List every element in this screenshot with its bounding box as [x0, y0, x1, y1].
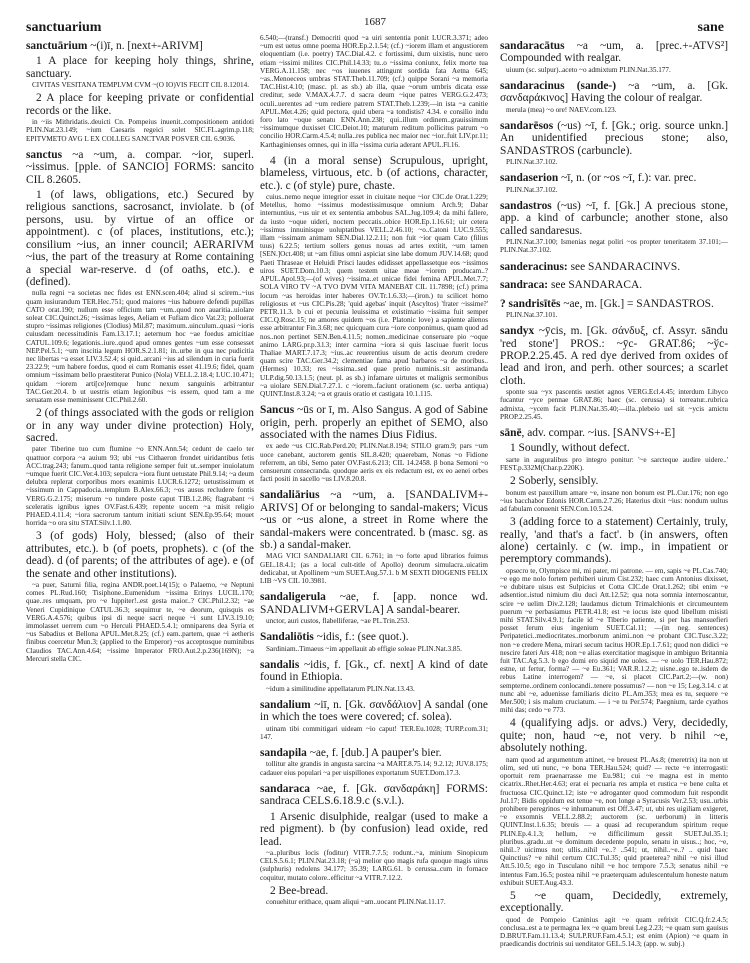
citation: uiuum (sc. sulpur)..aceto ~o admixtum PLIN.Nat.35.177. [506, 65, 671, 74]
entry-sandaracinus [500, 80, 728, 114]
entry-sandaliarius [260, 489, 488, 585]
grammar: ~ae, m. [Gk.] = SANDASTROS. [563, 297, 714, 310]
headword: sanctuārium [26, 40, 88, 52]
citation: ex aede ~us CIC.Rab.Perd.20; PLIN.Nat.8.194; STILO gram.9; pars ~um uoce canebant, auctorem gentis SIL.8.420; quaerebam, Nonas ~o Fidione referrem, an tibi, Semo pater OV.Fast.6.213; CIL 14.2458. β bona Semoni ~o censuerunt consecranda. quodque aeris ex eis redactum est, ex eo aenei orbes facti positi in sacello ~us LIV.8.20.8. [260, 442, 488, 484]
grammar: ~iī, n. [Gk. σανδάλιον] A sandal (one in which the toes were covered; cf. solea). [260, 698, 488, 724]
entry-sanctus-sense-4 [260, 155, 488, 398]
entry-sandaresos [500, 120, 728, 166]
citation: merula (mea) ~o ore! NAEV.com.123. [506, 105, 617, 114]
citation: nulla regni ~a societas nec fides est ENN.scen.404; aliud si scirem..~ius quam iusiurandum TER.Hec.751; quod maiores ~ius habuere defendi pupillas CATO orat.190; nullum esse officium tam ~um..quod non auaritia..uiolare soleat CIC.Quinct.26; ~issimas leges, Aeliam et Fufiam dico Vat.23; polluerat stupro ~issimas religiones (Clodius) Mil.87; maximum..uinculum..quasi ~ioris cuiusdam necessitudinis Fam.13.17.1; aeternum hoc ~ae foedus amicitiae CATUL.109.6; legationis..iure..quod apud omnes gentes ~um esse consesset NEP.Pel.5.1; ~um inscitia legum HOR.S.2.1.81; in..urbe in qua nec pudicitia nec libertas ~a esset LIV.3.52.4; si quid..arcani ~ius ad silendum in curia fuerit 23.22.9; ~um habere foedus, quod ei cum Romanis esset 41.19.6; fidei, quam omnium ~issimam bello praestiterat Punico (Nola) VELL.2.18.4; LUC.10.471; quidam ~iorem arti[ce]remque hunc nexum sanguinis arbitrantur TAC.Ger.20.4. b ut uestris etiam legionibus ~is essem, quod tam a me seruatam esse meminissent CIC.Phil.2.60. [26, 289, 254, 404]
entry-sandaracatus [500, 40, 728, 74]
grammar: ~idis, f.: (see quot.). [316, 631, 409, 644]
grammar: adv. compar. ~ius. [SANVS+-E] [527, 426, 676, 439]
headword: sandaracinus (sande-) [500, 80, 616, 93]
grammar: ~ī, n. (or ~os ~ī, f.): var. prec. [561, 172, 697, 185]
citation: conuehitur erithace, quam aliqui ~am..uocant PLIN.Nat.11.17. [266, 898, 446, 907]
sense-definition: 1 Arsenic disulphide, realgar (used to make a red pigment). b (by confusion) lead oxide, red lead. [260, 810, 488, 848]
grammar: ~a ~um, a. compar. ~ior, superl. ~issimus. [pple. of SANCIO] FORMS: sancito CIL 8.2605. [26, 148, 254, 186]
headword: sandyx [500, 325, 535, 338]
sense-definition: 2 A place for keeping private or confidential records or the like. [26, 92, 254, 117]
citation: ~idum a similitudine appellatarum PLIN.Nat.13.43. [266, 684, 415, 693]
headword: sānē [500, 426, 522, 439]
sense-definition: 5 ~e quam, Decidedly, extremely, exceptionally. [500, 889, 728, 915]
citation: 6.540;—(transf.) Democriti quod ~a uiri sententia ponit LUCR.3.371; adeo ~um est uetus omne poema HOR.Ep.2.1.54; (cf.) ~iorem illam et angustiorem eloquentiam (i.e. poetry) TAC.Dial.4.2. c fortissimi, dum uixistis, nunc uero etiam ~issimi milites CIC.Phil.14.33; tu..o ~issima coniunx, felix morte tua VERG.A.11.158; nec ~os iuuenes attingunt sordida fata Aetna 645; ~as..Menoeceos umbras STAT.Theb.11.709; (cf.) quippe Sorani ~a memoria TAC.Hist.4.10; (masc. pl. as sb.) ab illa, quae ~orum umbris dicata esse creditur, sede V.MAX.4.7.7. d sacra deum ~ique patres VERG.G.2.473; oculi..uerentes ad ~um rediere patrem STAT.Theb.1.239;—in ista ~a canitie APUL.Met.4.26; quid pectora, quid ubera ~a tondistis? 4.34. e consilio indu foro lato ~oque senatu ENN.Ann.238; qui..illum ordinem..grauissimum ~issimumque duxisset CIC.Deiot.10; maturum reditum pollicitus patrum ~o concilio HOR.Carm.4.5.4; nulla..res publica nec maior nec ~ior..fuit LIV.pr.11; Karthaginienses omnes, qui in illa ~issima curia aderant APUL.Fl.16. [260, 34, 488, 149]
headword: sandaserion [500, 172, 559, 185]
entry-sandaserion [500, 172, 728, 194]
headword: sandapila [260, 747, 307, 760]
citation: sarte in auguralibus pro integro ponitur: '~e sarcteque audire uidere..' FEST.p.332M(Char.p.220K). [500, 455, 728, 472]
running-head-right: sane [697, 20, 724, 35]
sense-definition: 3 (of gods) Holy, blessed; (also of their attributes, etc.). b (of poets, prophets). c (of the dead). d (of parents; of the attributes of age). e (of the senate and other institutions). [26, 530, 254, 580]
grammar: ~idis, f. [Gk., cf. next] A kind of date found in Ethiopia. [260, 658, 488, 684]
headword: sanderacinus: [500, 260, 568, 273]
citation: quod de Pompeio Caninius agit ~e quam refrixit CIC.Q.fr.2.4.5; conclusa..est a te permagna lex ~e quam breui Leg.2.23; ~e quam sum gauisus D.BRUT.Fam.11.13.4; SULP.RUF.Fam.4.5.1; est enim (Apion) ~e quam in praedicandis doctrinis sui uenditator GEL.5.14.3; (app. w. subj.) [500, 915, 728, 949]
citation: PLIN.Nat.37.100; Ismenias negat poliri ~os propter teneritatem 37.101;—PLIN.Nat.37.102. [500, 238, 728, 255]
entry-sandaliotis [260, 631, 488, 653]
sense-definition: 1 A place for keeping holy things, shrine, sanctuary. [26, 55, 254, 80]
citation: in ~iis Mithridatis..deuicti Cn. Pompeius inuenit..compositionem antidoti PLIN.Nat.23.149; ~ium Caesaris regeici solet SIC.FL.agrim.p.118; EPITVMETO AVG L EX COLLEG SANCTVAR POSVER CIL 6.9036. [26, 118, 254, 143]
entry-sandastros [500, 200, 728, 255]
headword: sandastros [500, 200, 552, 213]
running-head-left: sanctuarium [26, 20, 102, 35]
column-1 [26, 40, 254, 669]
citation: PLIN.Nat.37.101. [506, 310, 558, 319]
grammar: ~ūs or ī, m. Also Sangus. A god of Sabine origin, perh. properly an epithet of SEMO, also associated with the names Dius Fidius. [260, 404, 488, 441]
entry-sandalis [260, 659, 488, 693]
citation: unctor, auri custos, flabelliferae, ~ae PL.Trin.253. [266, 617, 410, 626]
grammar: ~ae, f. [dub.] A pauper's bier. [309, 747, 442, 760]
entry-sanctus-continued [260, 34, 488, 149]
grammar: (~us) ~ī, f. [Gk.] A precious stone, app. a kind of carbuncle; another stone, also called sandaresus. [500, 200, 728, 237]
cross-reference: see SANDARACINVS. [570, 260, 681, 273]
sense-definition: 4 (in a moral sense) Scrupulous, upright, blameless, virtuous, etc. b (of actions, character, etc.). c (of style) pure, chaste. [260, 154, 488, 192]
grammar: ~a ~um, a. [SANDALIVM+-ARIVS] Of or belonging to sandal-makers; Vicus ~us or ~us alone, a street in Rome where the sandal-makers were concentrated. b (masc. sg. as sb.) a sandal-maker. [260, 489, 488, 551]
entry-sandraca [500, 279, 728, 291]
sense-definition: 2 (of things associated with the gods or religion or in any way under divine protection) Holy, sacred. [26, 407, 254, 444]
headword: sandarēsos [500, 120, 554, 133]
headword: sanctus [26, 148, 63, 161]
citation: pater Tiberine tuo cum flumine ~o ENN.Ann.54; cedunt de caelo ter quattuor corpora ~a auium 93; ubi ~us Cithaeron frondet uiridantibus fetis ACC.trag.243; fanum..quod tanta religione semper fuit ut..semper inuiolatum ~umque fuerit CIC.Ver.4.103; sepulcra ~iora fiunt uetustate Phil.9.14; ~a deum delubra replerat corporibus mors exanimis LUCR.6.1272; uetustissimum et ~issimum in Cappadocia..templum B.Alex.66.3; ~os ausus recludere fontis VERG.G.2.175; miserum ~o tundere poste caput TIB.1.2.86; flagrabant ~i sceleratis ignibus ignes OV.Fast.6.439; repente uocem ~a misit religio PHAED.4.11.4; ~iora sacrorum tantum initiati sciunt SEN.Ep.95.64; mouet horrida ~o ora situ STAT.Silv.1.1.80. [26, 445, 254, 528]
citation: CIVITAS VESITANA TEMPLVM CVM ~(O IO)VIS FECIT CIL 8.12014. [32, 81, 250, 90]
grammar: ~ȳcis, m. [Gk. σάνδυξ, cf. Assyr. sāndu 'red stone'] PROS.: ~ȳc- GRAT.86; ~ўc- PROP.2.25.45. A red dye derived from oxides of lead and iron, and perh. other sources; a scarlet cloth. [500, 325, 728, 387]
headword: sandaliārius [260, 489, 320, 502]
citation: cuius..nemo neque integrior esset in ciuitate neque ~ior CIC.de Orat.1.229; Metellus, homo ~issimus modestissimusque omnium Arch.9; Dabar internuntius, ~us uir et ex sententia ambobus SAL.Jug.109.4; da mihi fallere, da iusto ~oque uideri, noctem peccatis..obice HOR.Ep.1.16.61; uir cetera ~issimus innuinisque uoluptatibus VELL.2.46.10; ~o..Catoni LUC.9.555; illam ~issimam animam SEN.Dial.12.2.11; non fuit ~ior quam Cato (filius tuus) 6.22.5; tertium sollers genus nouas ad artes extitit, ~um tamen [SEN.]Oct.408; ut ~am filius omni aspiciat sine labe domum JUV.14.68; quod Paeti Thraseae et Heluidi Prisci laudes edidisset appellassetque eos ~issimos uiros SUET.Dom.10.3; quem testem uitae meae ~iorem producam..? APUL.Apol.93;—(of wives) ~issima..et unicae fidei femina APUL.Met.7.7; SOLA VIRO TV ~A TVO DVM VITA MANEBAT CIL 11.7898; (cf.) prima locum ~as heroidas inter haberes OV.Tr.1.6.33;—(iron.) tu scilicet homo religiosus et ~us CIC.Pis.28; 'quid agebas' inquit (Ascyltos) 'frater ~issime?' PETR.11.3. b cui et pecunia leuissima et existimatio ~issima fuit semper CIC.Q.Rosc.15; ne amores quidem ~os (i.e. Platonic love) a sapiente alienos esse arbitrantur Fin.3.68; nec quicquam cura ~iore conponimus, quam quod ad nos..non pertinet SEN.Ben.4.11.5; nomen..medicinae conseruare pio ~oque animo LARG.pr.p.3.l.3; inter carmina ~iora si quis lasciuae fuerit locus Thaliae MART.7.17.3; ~ius..ac reuerentius uisum de actis deorum credere quam scire TAC.Ger.34.2; clementiae fama apud barbaros ~a de moribus..(Hermes) 10.33; res ~issima..sed quae pretio numinis..sit aestimanda ULP.dig.50.13.1.5; (neut. pl. as sb.) infamare uirtutes et malignis sermonibus ~a uiolare SEN.Dial.7.27.1. c ~iorem..faciunt orationem (sc. uerba antiqua) QUINT.Inst.8.3.24; ~a et grauis oratio et castigata 10.1.115. [260, 193, 488, 398]
grammar: ~a ~um, a. [Gk. σανδαράκινος] Having the colour of realgar. [500, 80, 728, 105]
headword: sandalium [260, 698, 311, 711]
citation: utinam tibi commitigari uideam ~io caput! TER.Eu.1028; TURP.com.31; 147. [260, 724, 488, 741]
entry-sane: sānē, adv. compar. ~ius. [SANVS+-E] 1 Soundly, without defect. sarte in auguralibus pro integro ponitur: '~e sarcteque audire uidere..' FEST.p.332M(Char.p.220K). 2 Soberly, sensibly. bonum est pauxillum amare ~e, insane non bonum est PL.Cur.176; non ego ~ius bacchabor Edonis HOR.Carm.2.7.26; Haterius dixit ~ius: nondum uultus ad fabulam conuenit SEN.Con.10.5.24. 3 (adding force to a statement) Certainly, truly, really, 'and that's a fact'. b (in answers, often alone) certainly. c (w. imp., in impatient or peremptory commands). opsecro te, Olympisce mi, mi pater, mi patrone. — em, sapis ~e PL.Cas.740; ~e ego me nolo fortem perhiberi uirum Cist.232; haec cum Antonius dixisset, ~e dubitare uisus est Sulpicius et Cotta CIC.de Orat.1.262; tibi enim ~e adsentior..istud nimium diu duci Att.12.52; qua nota somnia internoscantur, scire ~e uelim Div.2.128; laudamus dictum Trimalchionis et circumeuntem puerum ~e perbasiamus PETR.41.8; est ~e iocus iste quod libellum misisti mihi STAT.Silv.4.9.1; facile id ~e Tiberio patiente, si per has mansuefieri posset ferum eius ingenium SUET.Cal.11; —(in neg. sentences) Peripatetici..mediocritates..morborum animi..non ~e probant CIC.Tusc.3.22; non ~e credere Mena, mirari secum tacitus HOR.Ep.1.7.61; quod non didici ~e nescire fateri Ars 418; non ~e alias exercitatior magisque in ambiguo Britannia fuit TAC.Ag.5.3. b ego domi ero siquid me uoles. — ~e uolo TER.Hau.872; estne, ut fertur, forma? — ~e Eu.361; VAR.R.1.2.2; uisne..ego te..isdem de rebus Latine interrogem? — ~e, si placet CIC.Part.2;—(w. non) sempterne..ordinem conlocandi..tenere possumus? — non ~e 15; Leg.3.14. c at nunc abi ~e, aduenisse familiaris dicito PL.Am.353; mea es tu, sequere ~e Mer.500; i sis malum cruciatum. — i ~e tu Per.574; Paegnium, tarde cyathos mihi das; cedo ~e 773. 4 (qualifying adjs. or advs.) Very, decidedly, quite; non, haud ~e, not very. b nihil ~e, absolutely nothing. nam quod ad argumentum attinet, ~e breuest PL.As.8; (meretrix) ita non ut olim, sed uti nunc, ~e bona TER.Hau.524; quid? — recte ~e interrogasti: oportuit rem praenarrasse me Eu.981; cui ~e magna est in mento cicatrix..Rhet.Her.4.63; erat ei pecuaria res ampla et rustica ~e bene culta et fructuosa CIC.Quinct.12; iste ~e adroganter quod commodum fuit respondit Jul.17; Bidis oppidum est tenue ~e, non longe a Syracusis Ver.2.53; usu..urbis prohibere peregrinos ~e inhumanum est Off.3.47; ut, ubi res uigiliam exigeret, ~e exsomnis VELL.2.88.2; auctorem (sc. uerborum) in litteris QUINT.Inst.1.6.35; breuis — a quasi ad recuperandum spiritum reque PLIN.Ep.4.1.3; hellum, ~e difficilimum gessit SUET.Jul.35.1; pluribus..gradu..ut ~e dominum decedente populo, senatu in uisus..; hoc, ~e, nihil..? uicimus not; ullis..nihil ~e..? ..541; ut, nihil..~e..? .. quid haec Quinctius? ~e nihil certum CIC.Tul.35; quid praeterea? nihil ~e nisi illud Att.5.10.5; ego in Tusculano nihil ~e hoc tempore 7.5.3; senatus nihil ~e intentus Fam.16.5; postea nihil ~e praeterquam adulescentulum honeste natum exhibuit SUET.Aug.43.3. 5 ~e quam, Decidedly, extremely, exceptionally. quod de Pompeio Caninius agit ~e quam refrixit CIC.Q.fr.2.4.5; conclusa..est a te permagna lex ~e quam breui Leg.2.23; ~e quam sum gauisus D.BRUT.Fam.11.13.4; SULP.RUF.Fam.4.5.1; est enim (Apion) ~e quam in praedicandis doctrinis sui uenditator GEL.5.14.3; (app. w. subj.) [500, 426, 728, 949]
grammar: ~ae, f. [Gk. σανδαράκη] FORMS: sandraca CELS.6.18.9.c (s.v.l.). [260, 782, 488, 808]
citation: nam quod ad argumentum attinet, ~e breuest PL.As.8; (meretrix) ita non ut olim, sed uti nunc, ~e bona TER.Hau.524; quid? — recte ~e interrogasti: oportuit rem praenarrasse me Eu.981; cui ~e magna est in mento cicatrix..Rhet.Her.4.63; erat ei pecuaria res ampla et rustica ~e bene culta et fructuosa CIC.Quinct.12; iste ~e adroganter quod commodum fuit respondit Jul.17; Bidis oppidum est tenue ~e, non longe a Syracusis Ver.2.53; usu..urbis prohibere peregrinos ~e inhumanum est Off.3.47; ut, ubi res uigiliam exigeret, ~e exsomnis VELL.2.88.2; auctorem (sc. uerborum) in litteris QUINT.Inst.1.6.35; breuis — a quasi ad recuperandum spiritum reque PLIN.Ep.4.1.3; hellum, ~e difficilimum gessit SUET.Jul.35.1; pluribus..gradu..ut ~e dominum decedente populo, senatu in uisus..; hoc, ~e, nihil..? uicimus not; ullis..nihil ~e..? ..541; ut, nihil..~e..? .. quid haec Quinctius? ~e nihil certum CIC.Tul.35; quid praeterea? nihil ~e nisi illud Att.5.10.5; ego in Tusculano nihil ~e hoc tempore 7.5.3; senatus nihil ~e intentus Fam.16.5; postea nihil ~e praeterquam adulescentulum honeste natum exhibuit SUET.Aug.43.3. [500, 755, 728, 887]
headword: sandalis [260, 658, 300, 671]
citation: PLIN.Nat.37.102. [506, 185, 558, 194]
sense-definition: 3 (adding force to a statement) Certainly, truly, really, 'and that's a fact'. b (in answers, often alone) certainly. c (w. imp., in impatient or peremptory commands). [500, 516, 728, 566]
citation: tollitur alte grandis in angusta sarcina ~a MART.8.75.14; 9.2.12; JUV.8.175; cadauer eius populari ~a per uispillones exportatum SUET.Dom.17.3. [260, 760, 488, 777]
entry-sancus [260, 404, 488, 483]
entry-sanderacinus [500, 261, 728, 273]
sense-definition: 1 Soundly, without defect. [510, 442, 630, 455]
entry-sandapila [260, 747, 488, 777]
page-number: 1687 [364, 16, 386, 28]
sense-definition: 2 Soberly, sensibly. [510, 475, 599, 488]
entry-sandaraca [260, 783, 488, 906]
column-3 [500, 40, 728, 955]
entry-sanctuarium [26, 40, 254, 143]
sense-definition: 4 (qualifying adjs. or advs.) Very, decidedly, quite; non, haud ~e, not very. b nihil ~e, absolutely nothing. [500, 717, 728, 755]
headword: ? sandrisītēs [500, 297, 561, 310]
grammar: ~a ~um, a. [prec.+-ATVS²] Compounded with realgar. [500, 40, 728, 65]
headword: sandaligerula [260, 591, 326, 604]
cross-reference: see SANDARACA. [550, 279, 643, 292]
entry-sandrisites [500, 298, 728, 320]
citation: bonum est pauxillum amare ~e, insane non bonum est PL.Cur.176; non ego ~ius bacchabor Edonis HOR.Carm.2.7.26; Haterius dixit ~ius: nondum uultus ad fabulam conuenit SEN.Con.10.5.24. [500, 488, 728, 513]
sense-definition: 2 Bee-bread. [270, 884, 329, 897]
headword: sandraca: [500, 279, 549, 292]
entry-sanctus [26, 149, 254, 663]
column-2 [260, 34, 488, 912]
grammar: ~(i)ī, n. [next+-ARIVM] [90, 40, 203, 52]
citation: sponte sua ~yx pascentis uestiet agnos VERG.Ecl.4.45; interdum Libyco fucantur ~yce pennae GRAT.86; haec (sc. cerussa) si torreatur..rubrica admixta, ~ycem facit PLIN.Nat.35.40;—illa..plebeio uel sit ~ycis amictu PROP.2.25.45. [500, 388, 728, 421]
citation: PLIN.Nat.37.102. [506, 158, 558, 167]
entry-sandalium [260, 699, 488, 741]
grammar: ~ae, f. [app. nonce wd. SANDALIVM+GERVLA] A sandal-bearer. [260, 591, 488, 616]
entry-sandyx [500, 325, 728, 421]
citation: MAG VICI SANDALIARI CIL 6.761; in ~o forte apud librarios fuimus GEL.18.4.1; (as a local cult-title of Apollo) deorum simulacra..uicatim dedicabat, ut Apollinem ~um SUET.Aug.57.1. b M SEXTI DIOGENIS FELIX LIB ~VS CIL 10.3981. [260, 552, 488, 586]
headword: Sancus [260, 404, 295, 417]
sense-definition: 1 (of laws, obligations, etc.) Secured by religious sanctions, sacrosanct, inviolate. b (of persons, usu. by virtue of an office or appointment). c (of places, institutions, etc.); consilium ~ius, an inner council; AERARIVM ~ius, the part of the treasury at Rome containing a special war-reserve. d (of oaths, etc.). e (defined). [26, 189, 254, 288]
grammar: (~us) ~ī, f. [Gk.; orig. source unkn.] An unidentified precious stone; also, SANDASTROS (carbuncle). [500, 120, 728, 157]
citation: ~a puer, Saturni filia, regina ANDR.poet.14(15); o Palaemo, ~e Neptuni comes PL.Rud.160; Tisiphone..Eumenidum ~issima Erinys LUCIL.170; quae..res umquam, pro ~e Iuppiter!..est gesta maior..? CIC.Phil.2.32; ~ae Veneri Cupidinique CATUL.36.3; sequimur te, ~e deorum, quisquis es VERG.A.4.576; quibus ipsi di neque sacri neque ~i sunt LIV.3.19.10; immolasset uerrem cum ~o Herculi PHAED.5.4.1; omniparens dea Syria et ~us Sabadius et Bellona APUL.Met.8.25; (cf.) eam..partem, quae ~i aetheris finibus coercetur Mun.3; (applied to the Emperor) ~os acceptosque numinibus Claudios TAC.Ann.4.64; ~issime Imperator FRO.Aut.2.p.236(169N); ~a Mercuri stella CIC. [26, 581, 254, 663]
headword: sandaraca [260, 782, 310, 795]
citation: opsecro te, Olympisce mi, mi pater, mi patrone. — em, sapis ~e PL.Cas.740; ~e ego me nolo fortem perhiberi uirum Cist.232; haec cum Antonius dixisset, ~e dubitare uisus est Sulpicius et Cotta CIC.de Orat.1.262; tibi enim ~e adsentior..istud nimium diu duci Att.12.52; qua nota somnia internoscantur, scire ~e uelim Div.2.128; laudamus dictum Trimalchionis et circumeuntem puerum ~e perbasiamus PETR.41.8; est ~e iocus iste quod libellum misisti mihi STAT.Silv.4.9.1; facile id ~e Tiberio patiente, si per has mansuefieri posset ferum eius ingenium SUET.Cal.11; —(in neg. sentences) Peripatetici..mediocritates..morborum animi..non ~e probant CIC.Tusc.3.22; non ~e credere Mena, mirari secum tacitus HOR.Ep.1.7.61; quod non didici ~e nescire fateri Ars 418; non ~e alias exercitatior magisque in ambiguo Britannia fuit TAC.Ag.5.3. b ego domi ero siquid me uoles. — ~e uolo TER.Hau.872; estne, ut fertur, forma? — ~e Eu.361; VAR.R.1.2.2; uisne..ego te..isdem de rebus Latine interrogem? — ~e, si placet CIC.Part.2;—(w. non) sempterne..ordinem conlocandi..tenere possumus? — non ~e 15; Leg.3.14. c at nunc abi ~e, aduenisse familiaris dicito PL.Am.353; mea es tu, sequere ~e Mer.500; i sis malum cruciatum. — i ~e tu Per.574; Paegnium, tarde cyathos mihi das; cedo ~e 773. [500, 566, 728, 715]
citation: ~a..pluribus locis (foditur) VITR.7.7.5; rodunt..~a, minium Sinopicum CELS.5.6.1; PLIN.Nat.23.18; (~a) melior quo magis rufa quoque magis uirus (sulphuris) redolens 34.177; 35.39; LARG.61. b cerussa..cum in fornace coquitur, mutato colore..efficitur ~a VITR.7.12.2. [260, 848, 488, 882]
entry-sandaligerula [260, 591, 488, 625]
citation: Sardiniam..Timaeus ~im appellauit ab effigie soleae PLIN.Nat.3.85. [266, 644, 462, 653]
headword: Sandaliōtis [260, 631, 314, 644]
headword: sandaracātus [500, 40, 565, 52]
